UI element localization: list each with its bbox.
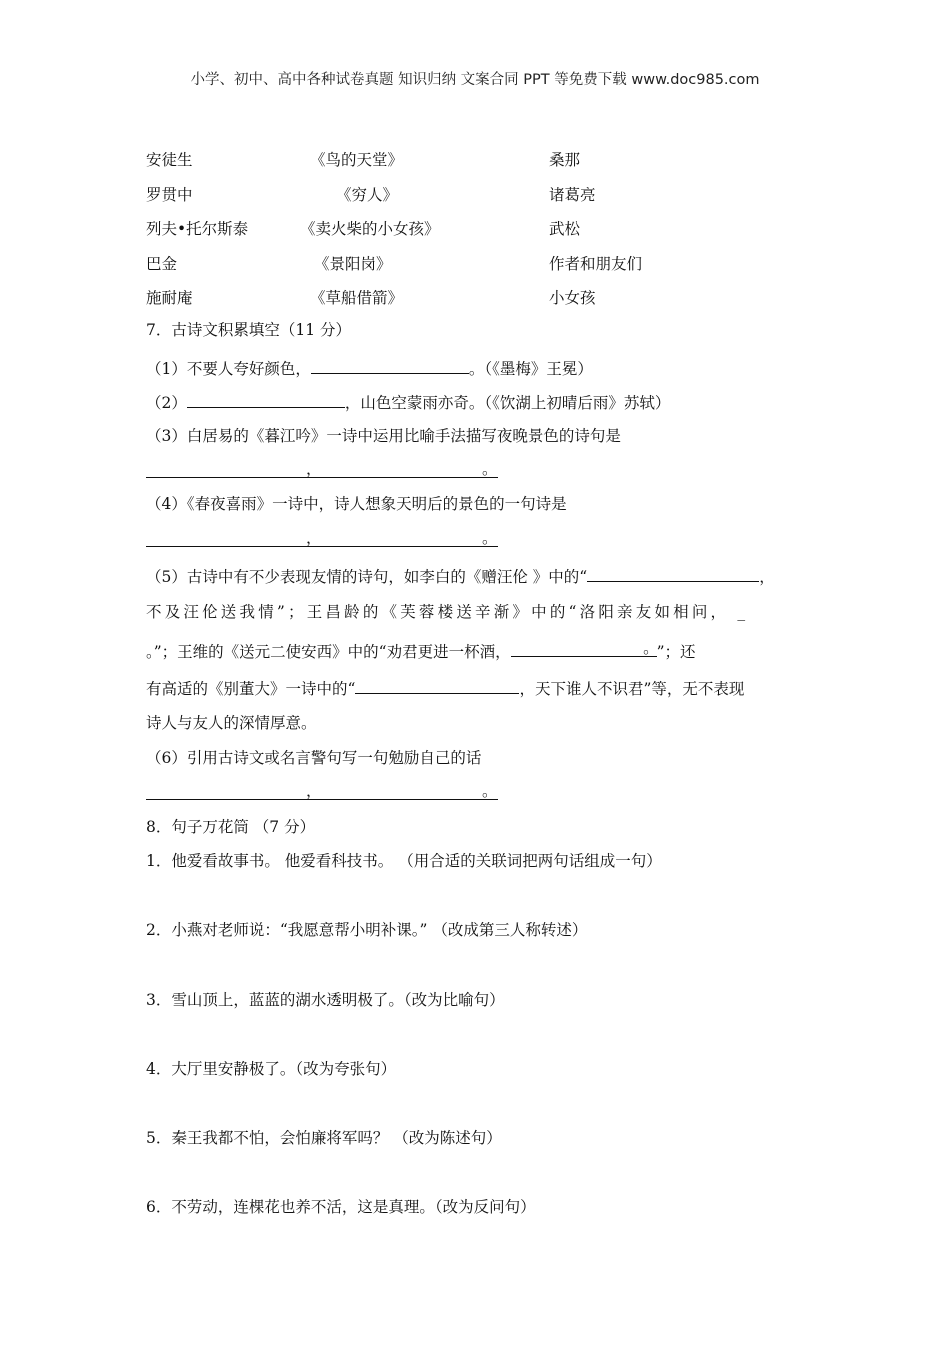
q7-5-text: ，天下谁人不识君”等，无不表现 <box>519 680 745 698</box>
q7-item-4: （4）《春夜喜雨》一诗中，诗人想象天明后的景色的一句诗是 <box>146 495 567 513</box>
q7-5-text: 有高适的《别董大》一诗中的“ <box>146 680 356 698</box>
item-cell: 作者和朋友们 <box>549 255 643 273</box>
q7-item-6-answer <box>146 782 498 805</box>
q8-item: 1．他爱看故事书。 他爱看科技书。 （用合适的关联词把两句话组成一句） <box>146 852 662 870</box>
q7-item-1 <box>146 356 593 379</box>
q8-title: 8．句子万花筒 （7 分） <box>146 818 316 836</box>
q7-5-text: 不及汪伦送我情”；王昌龄的《芙蓉楼送辛渐》中的“洛阳亲友如相问， <box>146 603 730 621</box>
q7-5-text: （5）古诗中有不少表现友情的诗句，如李白的《赠汪伦 》中的“ <box>146 568 588 586</box>
q7-5-text: 。”；王维的《送元二使安西》中的“劝君更进一杯酒， <box>146 643 511 661</box>
q7-item-5-line2 <box>146 602 748 622</box>
q7-item-5-line3 <box>146 639 696 662</box>
item-cell: 小女孩 <box>549 289 596 307</box>
q7-item-3-answer <box>146 460 498 483</box>
answer-blank[interactable]: ， 。 <box>146 529 498 547</box>
q8-item: 4．大厅里安静极了。（改为夸张句） <box>146 1060 397 1078</box>
work-cell: 《景阳岗》 <box>314 255 392 273</box>
q7-title: 7．古诗文积累填空（11 分） <box>146 321 352 339</box>
answer-blank[interactable] <box>311 356 469 374</box>
q7-5-punct: ， <box>759 568 775 586</box>
author-cell: 罗贯中 <box>146 186 193 204</box>
work-cell: 《草船借箭》 <box>310 289 404 307</box>
q7-5-text: ”；还 <box>656 643 696 661</box>
answer-blank[interactable] <box>355 676 519 694</box>
answer-blank[interactable]: 。 <box>511 639 657 657</box>
answer-blank[interactable] <box>587 564 759 582</box>
q8-item: 2．小燕对老师说：“我愿意帮小明补课。” （改成第三人称转述） <box>146 921 588 939</box>
q7-item-4-answer <box>146 529 498 552</box>
item-cell: 武松 <box>549 220 581 238</box>
q7-1-text: （1）不要人夸好颜色， <box>146 360 311 378</box>
q7-item-5-line5: 诗人与友人的深情厚意。 <box>146 714 317 732</box>
answer-blank[interactable]: ， 。 <box>146 782 498 800</box>
q8-item: 6．不劳动，连棵花也养不活，这是真理。（改为反问句） <box>146 1198 536 1216</box>
q8-item: 5．秦王我都不怕，会怕廉将军吗？ （改为陈述句） <box>146 1129 502 1147</box>
q7-item-5-line1 <box>146 564 775 587</box>
author-cell: 巴金 <box>146 255 178 273</box>
item-cell: 桑那 <box>549 151 581 169</box>
q7-2-text: ，山色空蒙雨亦奇。（《饮湖上初晴后雨》苏轼） <box>344 394 671 412</box>
author-cell: 列夫•托尔斯泰 <box>146 220 249 238</box>
q7-1-source: 。（《墨梅》王冕） <box>468 360 593 378</box>
item-cell: 诸葛亮 <box>549 186 596 204</box>
q7-item-3: （3）白居易的《暮江吟》一诗中运用比喻手法描写夜晚景色的诗句是 <box>146 427 621 445</box>
q7-5-blank-mark[interactable]: _ <box>737 603 749 621</box>
q7-item-2 <box>146 390 670 413</box>
page-header: 小学、初中、高中各种试卷真题 知识归纳 文案合同 PPT 等免费下载 www.doc985.com <box>190 72 760 88</box>
q7-item-6: （6）引用古诗文或名言警句写一句勉励自己的话 <box>146 749 482 767</box>
work-cell: 《卖火柴的小女孩》 <box>300 220 440 238</box>
work-cell: 《鸟的天堂》 <box>310 151 404 169</box>
answer-blank[interactable]: ， 。 <box>146 460 498 478</box>
q7-item-5-line4 <box>146 676 744 699</box>
answer-blank[interactable] <box>187 390 345 408</box>
author-cell: 安徒生 <box>146 151 193 169</box>
work-cell: 《穷人》 <box>336 186 399 204</box>
q7-2-label: （2） <box>146 394 187 412</box>
author-cell: 施耐庵 <box>146 289 193 307</box>
q8-item: 3．雪山顶上，蓝蓝的湖水透明极了。（改为比喻句） <box>146 991 505 1009</box>
